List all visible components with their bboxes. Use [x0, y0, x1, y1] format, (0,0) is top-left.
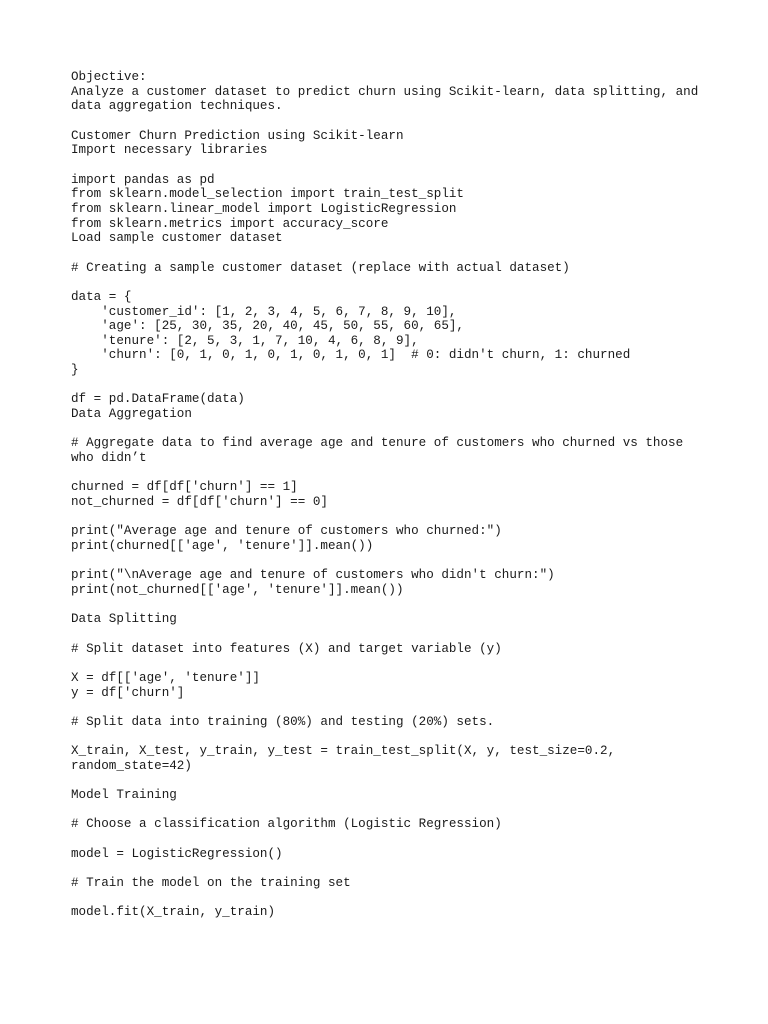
- text-line: print("Average age and tenure of customers who churned:"): [71, 524, 502, 539]
- text-line: [71, 774, 731, 789]
- text-line: [71, 861, 731, 876]
- text-line: 'age': [25, 30, 35, 20, 40, 45, 50, 55, 60, 65],: [71, 319, 464, 334]
- text-line: [71, 114, 731, 129]
- text-line: random_state=42): [71, 758, 192, 773]
- text-line: y = df['churn']: [71, 685, 185, 700]
- text-line: churned = df[df['churn'] == 1]: [71, 480, 298, 495]
- text-line: print(churned[['age', 'tenure']].mean()): [71, 539, 374, 553]
- text-line: Objective:: [71, 70, 147, 84]
- text-line: data = {: [71, 289, 132, 304]
- text-line: 'tenure': [2, 5, 3, 1, 7, 10, 4, 6, 8, 9],: [71, 333, 419, 348]
- text-line: [71, 422, 731, 437]
- text-line: [71, 466, 731, 481]
- text-line: Analyze a customer dataset to predict churn using Scikit-learn, data splitting, and: [71, 84, 699, 99]
- text-line: 'churn': [0, 1, 0, 1, 0, 1, 0, 1, 0, 1] # 0: didn't churn, 1: churned: [71, 348, 631, 363]
- text-line: [71, 275, 731, 290]
- text-line: Data Aggregation: [71, 407, 192, 422]
- text-line: Load sample customer dataset: [71, 231, 283, 246]
- text-line: Model Training: [71, 788, 177, 803]
- text-line: [71, 803, 731, 818]
- text-line: [71, 730, 731, 745]
- text-line: [71, 378, 731, 393]
- text-line: # Split data into training (80%) and testing (20%) sets.: [71, 714, 495, 729]
- text-line: [71, 510, 731, 525]
- text-line: from sklearn.model_selection import train_test_split: [71, 187, 464, 202]
- text-line: from sklearn.metrics import accuracy_score: [71, 216, 389, 231]
- text-line: Import necessary libraries: [71, 143, 268, 158]
- text-line: # Train the model on the training set: [71, 876, 351, 891]
- text-line: [71, 700, 731, 715]
- text-line: Data Splitting: [71, 612, 177, 627]
- text-line: [71, 627, 731, 642]
- text-line: # Aggregate data to find average age and tenure of customers who churned vs those: [71, 436, 684, 451]
- text-line: X = df[['age', 'tenure']]: [71, 670, 260, 685]
- text-line: [71, 832, 731, 847]
- text-line: }: [71, 363, 79, 378]
- text-line: model = LogisticRegression(): [71, 846, 283, 861]
- text-line: [71, 598, 731, 613]
- document-text-body: [71, 70, 731, 920]
- text-line: who didn’t: [71, 451, 147, 466]
- text-line: [71, 554, 731, 569]
- text-line: [71, 891, 731, 906]
- text-line: data aggregation techniques.: [71, 99, 283, 114]
- text-line: print(not_churned[['age', 'tenure']].mean()): [71, 582, 404, 597]
- text-line: # Creating a sample customer dataset (replace with actual dataset): [71, 260, 570, 275]
- text-line: print("\nAverage age and tenure of customers who didn't churn:"): [71, 568, 555, 583]
- text-line: [71, 246, 731, 261]
- text-line: from sklearn.linear_model import LogisticRegression: [71, 201, 457, 216]
- text-line: import pandas as pd: [71, 172, 215, 187]
- text-line: [71, 656, 731, 671]
- text-line: [71, 158, 731, 173]
- text-line: # Split dataset into features (X) and target variable (y): [71, 641, 502, 656]
- text-line: model.fit(X_train, y_train): [71, 905, 276, 920]
- text-line: not_churned = df[df['churn'] == 0]: [71, 495, 328, 510]
- text-line: df = pd.DataFrame(data): [71, 392, 245, 407]
- text-line: 'customer_id': [1, 2, 3, 4, 5, 6, 7, 8, 9, 10],: [71, 304, 457, 319]
- text-line: # Choose a classification algorithm (Logistic Regression): [71, 817, 502, 832]
- text-line: Customer Churn Prediction using Scikit-learn: [71, 128, 404, 143]
- text-line: X_train, X_test, y_train, y_test = train_test_split(X, y, test_size=0.2,: [71, 744, 616, 759]
